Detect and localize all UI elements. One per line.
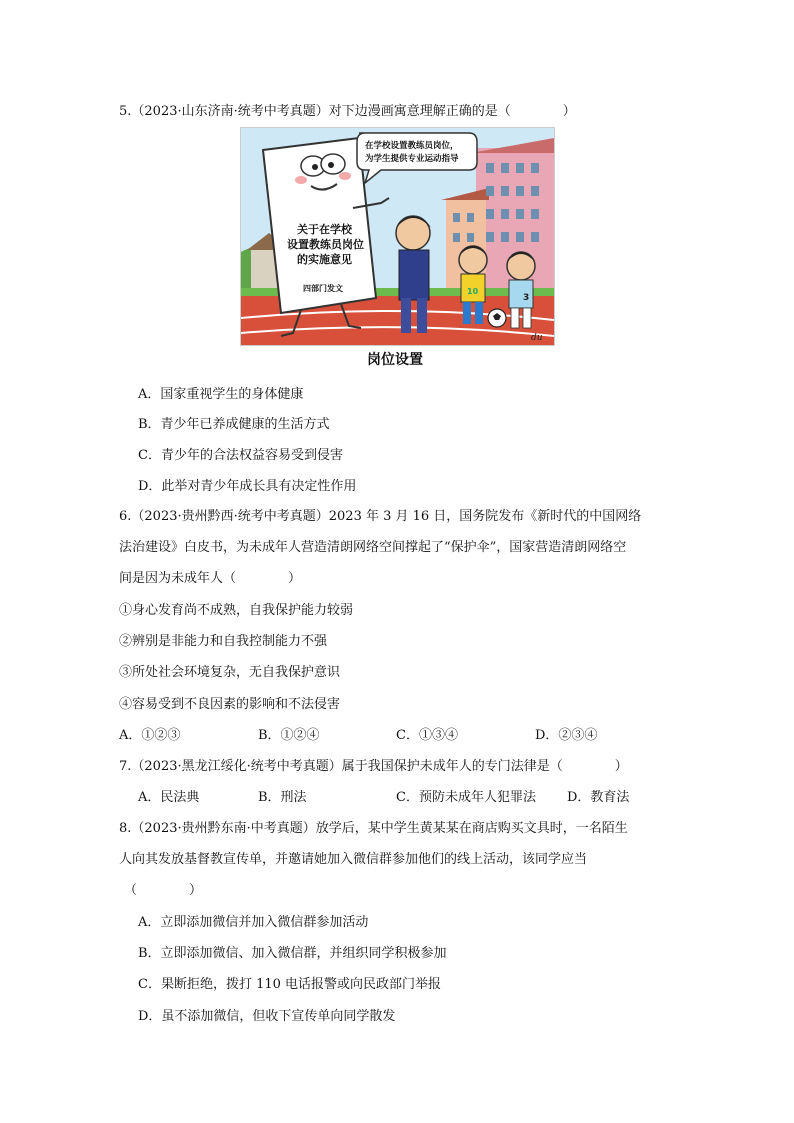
q7-option-d: D．教育法 xyxy=(567,790,630,805)
q5-option-b: B．青少年已养成健康的生活方式 xyxy=(138,417,330,432)
document-title-line-1: 关于在学校 xyxy=(297,223,352,236)
q6-statement-4: ④容易受到不良因素的影响和不法侵害 xyxy=(119,697,341,712)
question-8-stem-line-2: 人向其发放基督教宣传单，并邀请她加入微信群参加他们的线上活动，该同学应当 xyxy=(119,852,588,867)
q8-option-c: C．果断拒绝，拨打 110 电话报警或向民政部门举报 xyxy=(138,977,442,992)
cartoon-svg xyxy=(241,128,554,345)
q8-option-d: D．虽不添加微信，但收下宣传单向同学散发 xyxy=(138,1009,396,1024)
q6-option-d: D．②③④ xyxy=(535,728,598,743)
document-title-line-2: 设置教练员岗位 xyxy=(287,238,364,251)
q6-statement-1: ①身心发育尚不成熟，自我保护能力较弱 xyxy=(119,603,354,618)
question-5-stem: 5.（2023·山东济南·统考中考真题）对下边漫画寓意理解正确的是（ ） xyxy=(119,104,576,119)
question-7-stem: 7.（2023·黑龙江绥化·统考中考真题）属于我国保护未成年人的专门法律是（ ） xyxy=(119,759,628,774)
artist-signature: du xyxy=(531,333,543,343)
q5-option-c: C．青少年的合法权益容易受到侵害 xyxy=(138,448,343,463)
q6-statement-3: ③所处社会环境复杂，无自我保护意识 xyxy=(119,665,341,680)
q5-option-d: D．此举对青少年成长具有决定性作用 xyxy=(138,479,357,494)
shirt-number-left: 10 xyxy=(467,287,479,296)
q5-option-a: A．国家重视学生的身体健康 xyxy=(138,387,304,402)
q7-option-a: A．民法典 xyxy=(138,790,200,805)
q6-option-a: A．①②③ xyxy=(119,728,181,743)
document-title-line-3: 的实施意见 xyxy=(297,253,352,266)
question-8-stem-line-1: 8.（2023·贵州黔东南·中考真题）放学后，某中学生黄某某在商店购买文具时，一名陌生 xyxy=(119,821,628,836)
q6-option-c: C．①③④ xyxy=(396,728,458,743)
speech-line-2: 为学生提供专业运动指导 xyxy=(365,154,459,164)
cartoon-illustration xyxy=(240,127,555,346)
q8-option-a: A．立即添加微信并加入微信群参加活动 xyxy=(138,915,369,930)
q7-option-b: B．刑法 xyxy=(258,790,307,805)
q6-statement-2: ②辨别是非能力和自我控制能力不强 xyxy=(119,634,328,649)
q6-option-b: B．①②④ xyxy=(258,728,320,743)
shirt-number-right: 3 xyxy=(523,293,530,303)
question-6-stem-line-2: 法治建设》白皮书，为未成年人营造清朗网络空间撑起了“保护伞”，国家营造清朗网络空 xyxy=(119,540,627,555)
question-6-stem-line-3: 间是因为未成年人（ ） xyxy=(119,571,302,586)
q8-option-b: B．立即添加微信、加入微信群，并组织同学积极参加 xyxy=(138,946,447,961)
document-footer: 四部门发文 xyxy=(303,284,343,293)
cartoon-caption: 岗位设置 xyxy=(367,352,423,368)
speech-line-1: 在学校设置教练员岗位， xyxy=(365,141,459,151)
question-8-stem-line-3: （ ） xyxy=(124,883,203,898)
q7-option-c: C．预防未成年人犯罪法 xyxy=(396,790,536,805)
question-6-stem-line-1: 6.（2023·贵州黔西·统考中考真题）2023 年 3 月 16 日，国务院发布《新时代的中国网络 xyxy=(119,509,642,524)
